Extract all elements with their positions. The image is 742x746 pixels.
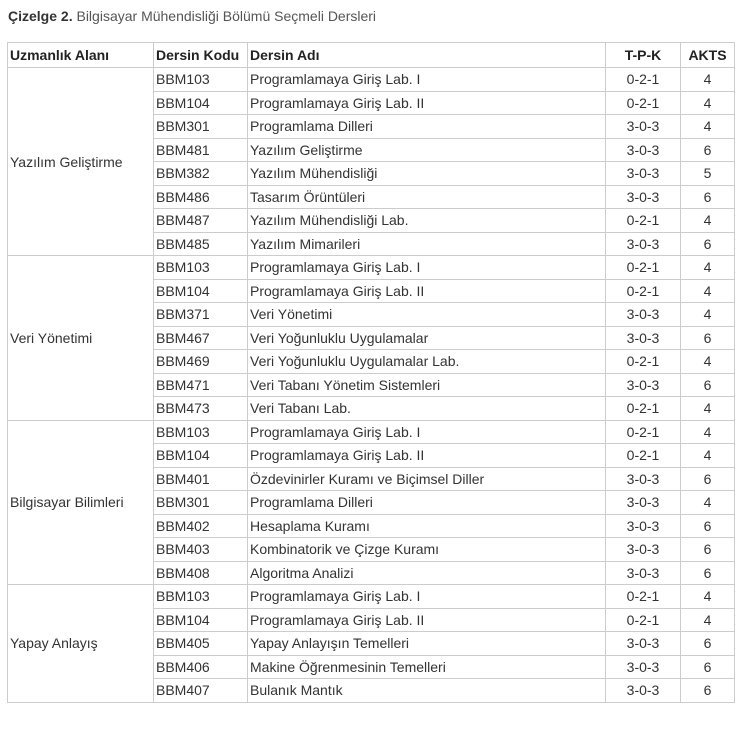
name-cell: Programlamaya Giriş Lab. I xyxy=(248,256,606,280)
tpk-cell: 0-2-1 xyxy=(606,420,681,444)
header-tpk: T-P-K xyxy=(606,43,681,68)
akts-cell: 6 xyxy=(681,467,735,491)
akts-cell: 4 xyxy=(681,585,735,609)
header-code: Dersin Kodu xyxy=(154,43,248,68)
area-cell: Yazılım Geliştirme xyxy=(8,68,154,256)
name-cell: Programlamaya Giriş Lab. II xyxy=(248,91,606,115)
caption-text: Bilgisayar Mühendisliği Bölümü Seçmeli Dersleri xyxy=(72,8,377,24)
akts-cell: 4 xyxy=(681,209,735,233)
tpk-cell: 3-0-3 xyxy=(606,115,681,139)
name-cell: Veri Yoğunluklu Uygulamalar Lab. xyxy=(248,350,606,374)
area-cell: Veri Yönetimi xyxy=(8,256,154,421)
code-cell: BBM103 xyxy=(154,585,248,609)
area-cell: Yapay Anlayış xyxy=(8,585,154,703)
tpk-cell: 0-2-1 xyxy=(606,444,681,468)
tpk-cell: 3-0-3 xyxy=(606,303,681,327)
name-cell: Algoritma Analizi xyxy=(248,561,606,585)
name-cell: Veri Tabanı Yönetim Sistemleri xyxy=(248,373,606,397)
name-cell: Özdevinirler Kuramı ve Biçimsel Diller xyxy=(248,467,606,491)
tpk-cell: 0-2-1 xyxy=(606,350,681,374)
akts-cell: 6 xyxy=(681,655,735,679)
table-row xyxy=(8,585,735,609)
akts-cell: 6 xyxy=(681,561,735,585)
tpk-cell: 0-2-1 xyxy=(606,91,681,115)
akts-cell: 6 xyxy=(681,326,735,350)
tpk-cell: 3-0-3 xyxy=(606,655,681,679)
tpk-cell: 3-0-3 xyxy=(606,632,681,656)
tpk-cell: 3-0-3 xyxy=(606,467,681,491)
code-cell: BBM103 xyxy=(154,68,248,92)
akts-cell: 6 xyxy=(681,514,735,538)
code-cell: BBM402 xyxy=(154,514,248,538)
elective-courses-table xyxy=(7,42,735,703)
name-cell: Programlamaya Giriş Lab. II xyxy=(248,279,606,303)
tpk-cell: 0-2-1 xyxy=(606,209,681,233)
code-cell: BBM301 xyxy=(154,115,248,139)
header-akts: AKTS xyxy=(681,43,735,68)
table-header xyxy=(8,43,735,68)
tpk-cell: 3-0-3 xyxy=(606,514,681,538)
name-cell: Programlama Dilleri xyxy=(248,491,606,515)
code-cell: BBM104 xyxy=(154,608,248,632)
caption-label: Çizelge 2. xyxy=(8,8,73,24)
header-name: Dersin Adı xyxy=(248,43,606,68)
akts-cell: 6 xyxy=(681,632,735,656)
name-cell: Veri Tabanı Lab. xyxy=(248,397,606,421)
code-cell: BBM371 xyxy=(154,303,248,327)
name-cell: Programlamaya Giriş Lab. I xyxy=(248,420,606,444)
akts-cell: 4 xyxy=(681,491,735,515)
akts-cell: 4 xyxy=(681,256,735,280)
akts-cell: 4 xyxy=(681,420,735,444)
name-cell: Programlamaya Giriş Lab. I xyxy=(248,585,606,609)
name-cell: Tasarım Örüntüleri xyxy=(248,185,606,209)
akts-cell: 6 xyxy=(681,138,735,162)
name-cell: Yapay Anlayışın Temelleri xyxy=(248,632,606,656)
akts-cell: 6 xyxy=(681,232,735,256)
header-area: Uzmanlık Alanı xyxy=(8,43,154,68)
name-cell: Kombinatorik ve Çizge Kuramı xyxy=(248,538,606,562)
tpk-cell: 3-0-3 xyxy=(606,138,681,162)
name-cell: Programlamaya Giriş Lab. II xyxy=(248,608,606,632)
code-cell: BBM407 xyxy=(154,679,248,703)
akts-cell: 4 xyxy=(681,303,735,327)
tpk-cell: 3-0-3 xyxy=(606,373,681,397)
tpk-cell: 0-2-1 xyxy=(606,585,681,609)
name-cell: Yazılım Mühendisliği xyxy=(248,162,606,186)
akts-cell: 4 xyxy=(681,68,735,92)
akts-cell: 4 xyxy=(681,397,735,421)
header-row xyxy=(8,43,735,68)
code-cell: BBM486 xyxy=(154,185,248,209)
tpk-cell: 0-2-1 xyxy=(606,397,681,421)
tpk-cell: 3-0-3 xyxy=(606,491,681,515)
name-cell: Bulanık Mantık xyxy=(248,679,606,703)
code-cell: BBM408 xyxy=(154,561,248,585)
tpk-cell: 3-0-3 xyxy=(606,232,681,256)
tpk-cell: 3-0-3 xyxy=(606,538,681,562)
table-body xyxy=(8,68,735,703)
table-row xyxy=(8,420,735,444)
name-cell: Programlamaya Giriş Lab. I xyxy=(248,68,606,92)
akts-cell: 4 xyxy=(681,350,735,374)
code-cell: BBM469 xyxy=(154,350,248,374)
code-cell: BBM104 xyxy=(154,444,248,468)
code-cell: BBM401 xyxy=(154,467,248,491)
table-caption xyxy=(8,7,376,25)
akts-cell: 6 xyxy=(681,679,735,703)
table-row xyxy=(8,68,735,92)
name-cell: Programlamaya Giriş Lab. II xyxy=(248,444,606,468)
name-cell: Yazılım Geliştirme xyxy=(248,138,606,162)
name-cell: Veri Yönetimi xyxy=(248,303,606,327)
tpk-cell: 3-0-3 xyxy=(606,561,681,585)
name-cell: Veri Yoğunluklu Uygulamalar xyxy=(248,326,606,350)
code-cell: BBM405 xyxy=(154,632,248,656)
tpk-cell: 3-0-3 xyxy=(606,679,681,703)
code-cell: BBM103 xyxy=(154,420,248,444)
name-cell: Hesaplama Kuramı xyxy=(248,514,606,538)
akts-cell: 4 xyxy=(681,91,735,115)
akts-cell: 6 xyxy=(681,538,735,562)
akts-cell: 6 xyxy=(681,373,735,397)
akts-cell: 4 xyxy=(681,115,735,139)
code-cell: BBM301 xyxy=(154,491,248,515)
code-cell: BBM485 xyxy=(154,232,248,256)
code-cell: BBM104 xyxy=(154,279,248,303)
area-cell: Bilgisayar Bilimleri xyxy=(8,420,154,585)
code-cell: BBM481 xyxy=(154,138,248,162)
code-cell: BBM406 xyxy=(154,655,248,679)
name-cell: Yazılım Mimarileri xyxy=(248,232,606,256)
tpk-cell: 0-2-1 xyxy=(606,68,681,92)
tpk-cell: 3-0-3 xyxy=(606,326,681,350)
tpk-cell: 3-0-3 xyxy=(606,185,681,209)
akts-cell: 5 xyxy=(681,162,735,186)
akts-cell: 4 xyxy=(681,279,735,303)
code-cell: BBM382 xyxy=(154,162,248,186)
code-cell: BBM403 xyxy=(154,538,248,562)
code-cell: BBM471 xyxy=(154,373,248,397)
code-cell: BBM487 xyxy=(154,209,248,233)
name-cell: Makine Öğrenmesinin Temelleri xyxy=(248,655,606,679)
table-row xyxy=(8,256,735,280)
akts-cell: 6 xyxy=(681,185,735,209)
code-cell: BBM473 xyxy=(154,397,248,421)
name-cell: Yazılım Mühendisliği Lab. xyxy=(248,209,606,233)
akts-cell: 4 xyxy=(681,444,735,468)
code-cell: BBM104 xyxy=(154,91,248,115)
tpk-cell: 0-2-1 xyxy=(606,279,681,303)
tpk-cell: 0-2-1 xyxy=(606,608,681,632)
name-cell: Programlama Dilleri xyxy=(248,115,606,139)
code-cell: BBM103 xyxy=(154,256,248,280)
tpk-cell: 0-2-1 xyxy=(606,256,681,280)
code-cell: BBM467 xyxy=(154,326,248,350)
akts-cell: 4 xyxy=(681,608,735,632)
tpk-cell: 3-0-3 xyxy=(606,162,681,186)
